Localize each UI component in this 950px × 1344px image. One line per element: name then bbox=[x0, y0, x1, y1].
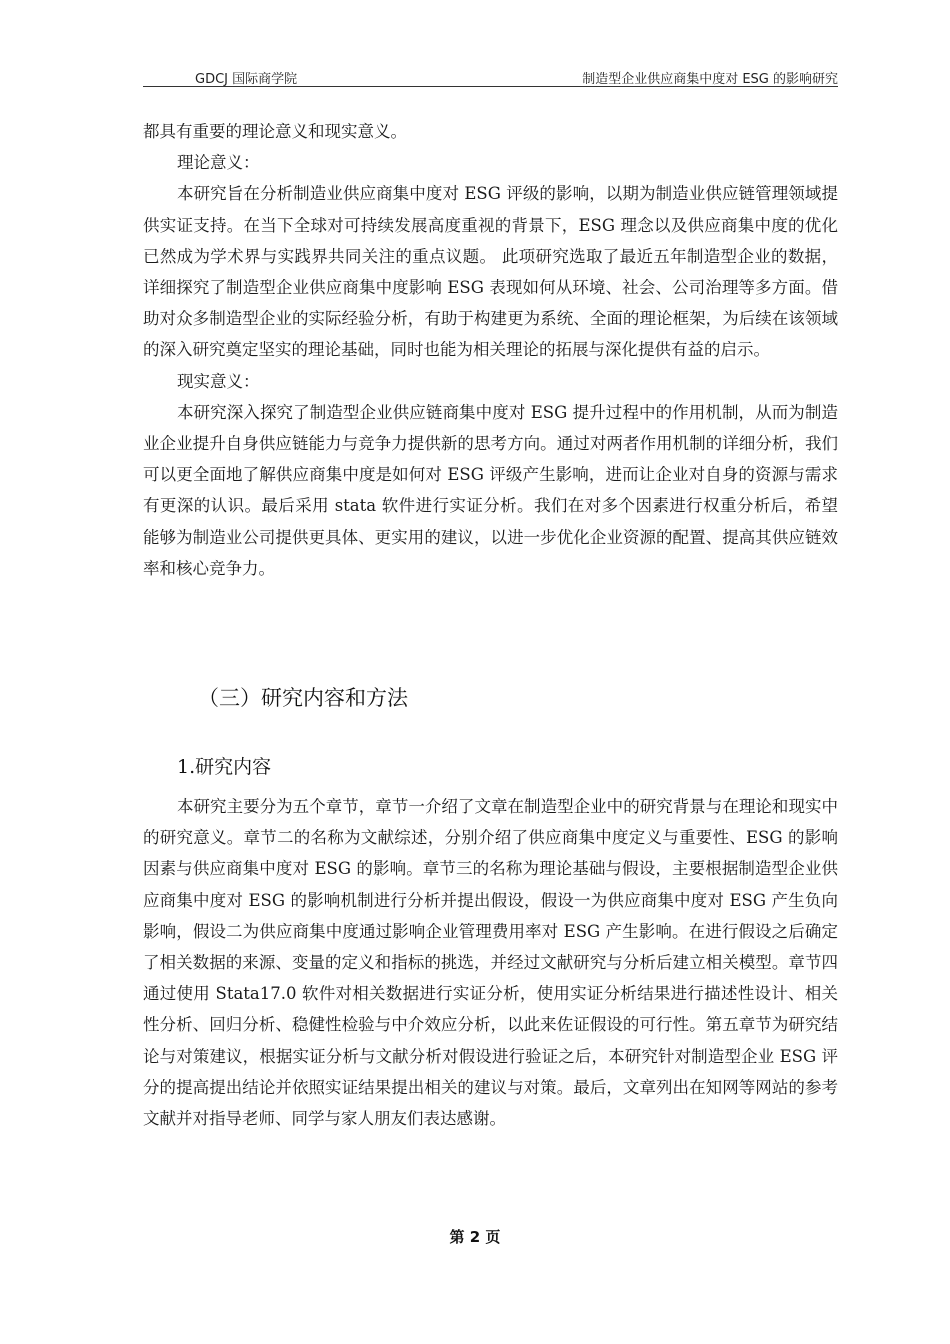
practical-significance-paragraph: 本研究深入探究了制造型企业供应链商集中度对 ESG 提升过程中的作用机制，从而为制造业企业提升自身供应链能力与竞争力提供新的思考方向。通过对两者作用机制的详细分析，我们可以更全面地了解供应商集中度是如何对 ESG 评级产生影响，进而让企业对自身的资源与需求有更深的认识。最后采用 stata 软件进行实证分析。我们在对多个因素进行权重分析后，希望能够为制造业公司提供更具体、更实用的建议，以进一步优化企业资源的配置、提高其供应链效率和核心竞争力。 bbox=[143, 402, 838, 578]
research-content-section bbox=[143, 791, 838, 1134]
header-school-name: GDCJ 国际商学院 bbox=[195, 72, 298, 87]
page-number: 第 2 页 bbox=[449, 1228, 501, 1246]
theory-significance-paragraph: 本研究旨在分析制造业供应商集中度对 ESG 评级的影响，以期为制造业供应链管理领域提供实证支持。在当下全球对可持续发展高度重视的背景下，ESG 理念以及供应商集中度的优化已然成为学术界与实践界共同关注的重点议题。 此项研究选取了最近五年制造型企业的数据，详细探究了制造型企业供应商集中度影响 ESG 表现如何从环境、社会、公司治理等多方面。借助对众多制造型企业的实际经验分析，有助于构建更为系统、全面的理论框架，为后续在该领域的深入研究奠定坚实的理论基础，同时也能为相关理论的拓展与深化提供有益的启示。 bbox=[143, 184, 838, 360]
research-content-paragraph: 本研究主要分为五个章节，章节一介绍了文章在制造型企业中的研究背景与在理论和现实中的研究意义。章节二的名称为文献综述，分别介绍了供应商集中度定义与重要性、ESG 的影响因素与供应商集中度对 ESG 的影响。章节三的名称为理论基础与假设，主要根据制造型企业供应商集中度对 ESG 的影响机制进行分析并提出假设，假设一为供应商集中度对 ESG 产生负向影响，假设二为供应商集中度通过影响企业管理费用率对 ESG 产生影响。在进行假设之后确定了相关数据的来源、变量的定义和指标的挑选，并经过文献研究与分析后建立相关模型。章节四通过使用 Stata17.0 软件对相关数据进行实证分析，使用实证分析结果进行描述性设计、相关性分析、回归分析、稳健性检验与中介效应分析，以此来佐证假设的可行性。第五章节为研究结论与对策建议，根据实证分析与文献分析对假设进行验证之后，本研究针对制造型企业 ESG 评分的提高提出结论并依照实证结果提出相关的建议与对策。最后，文章列出在知网等网站的参考文献并对指导老师、同学与家人朋友们表达感谢。 bbox=[143, 797, 838, 1129]
intro-significance-section bbox=[143, 116, 838, 584]
subsection-heading: 1.研究内容 bbox=[177, 756, 272, 778]
theory-significance-label: 理论意义： bbox=[177, 153, 260, 173]
header-thesis-title: 制造型企业供应商集中度对 ESG 的影响研究 bbox=[582, 72, 838, 87]
section-heading: （三）研究内容和方法 bbox=[198, 686, 408, 710]
continuation-paragraph: 都具有重要的理论意义和现实意义。 bbox=[143, 122, 407, 141]
practical-significance-label: 现实意义： bbox=[177, 371, 260, 391]
page-header bbox=[143, 66, 838, 87]
